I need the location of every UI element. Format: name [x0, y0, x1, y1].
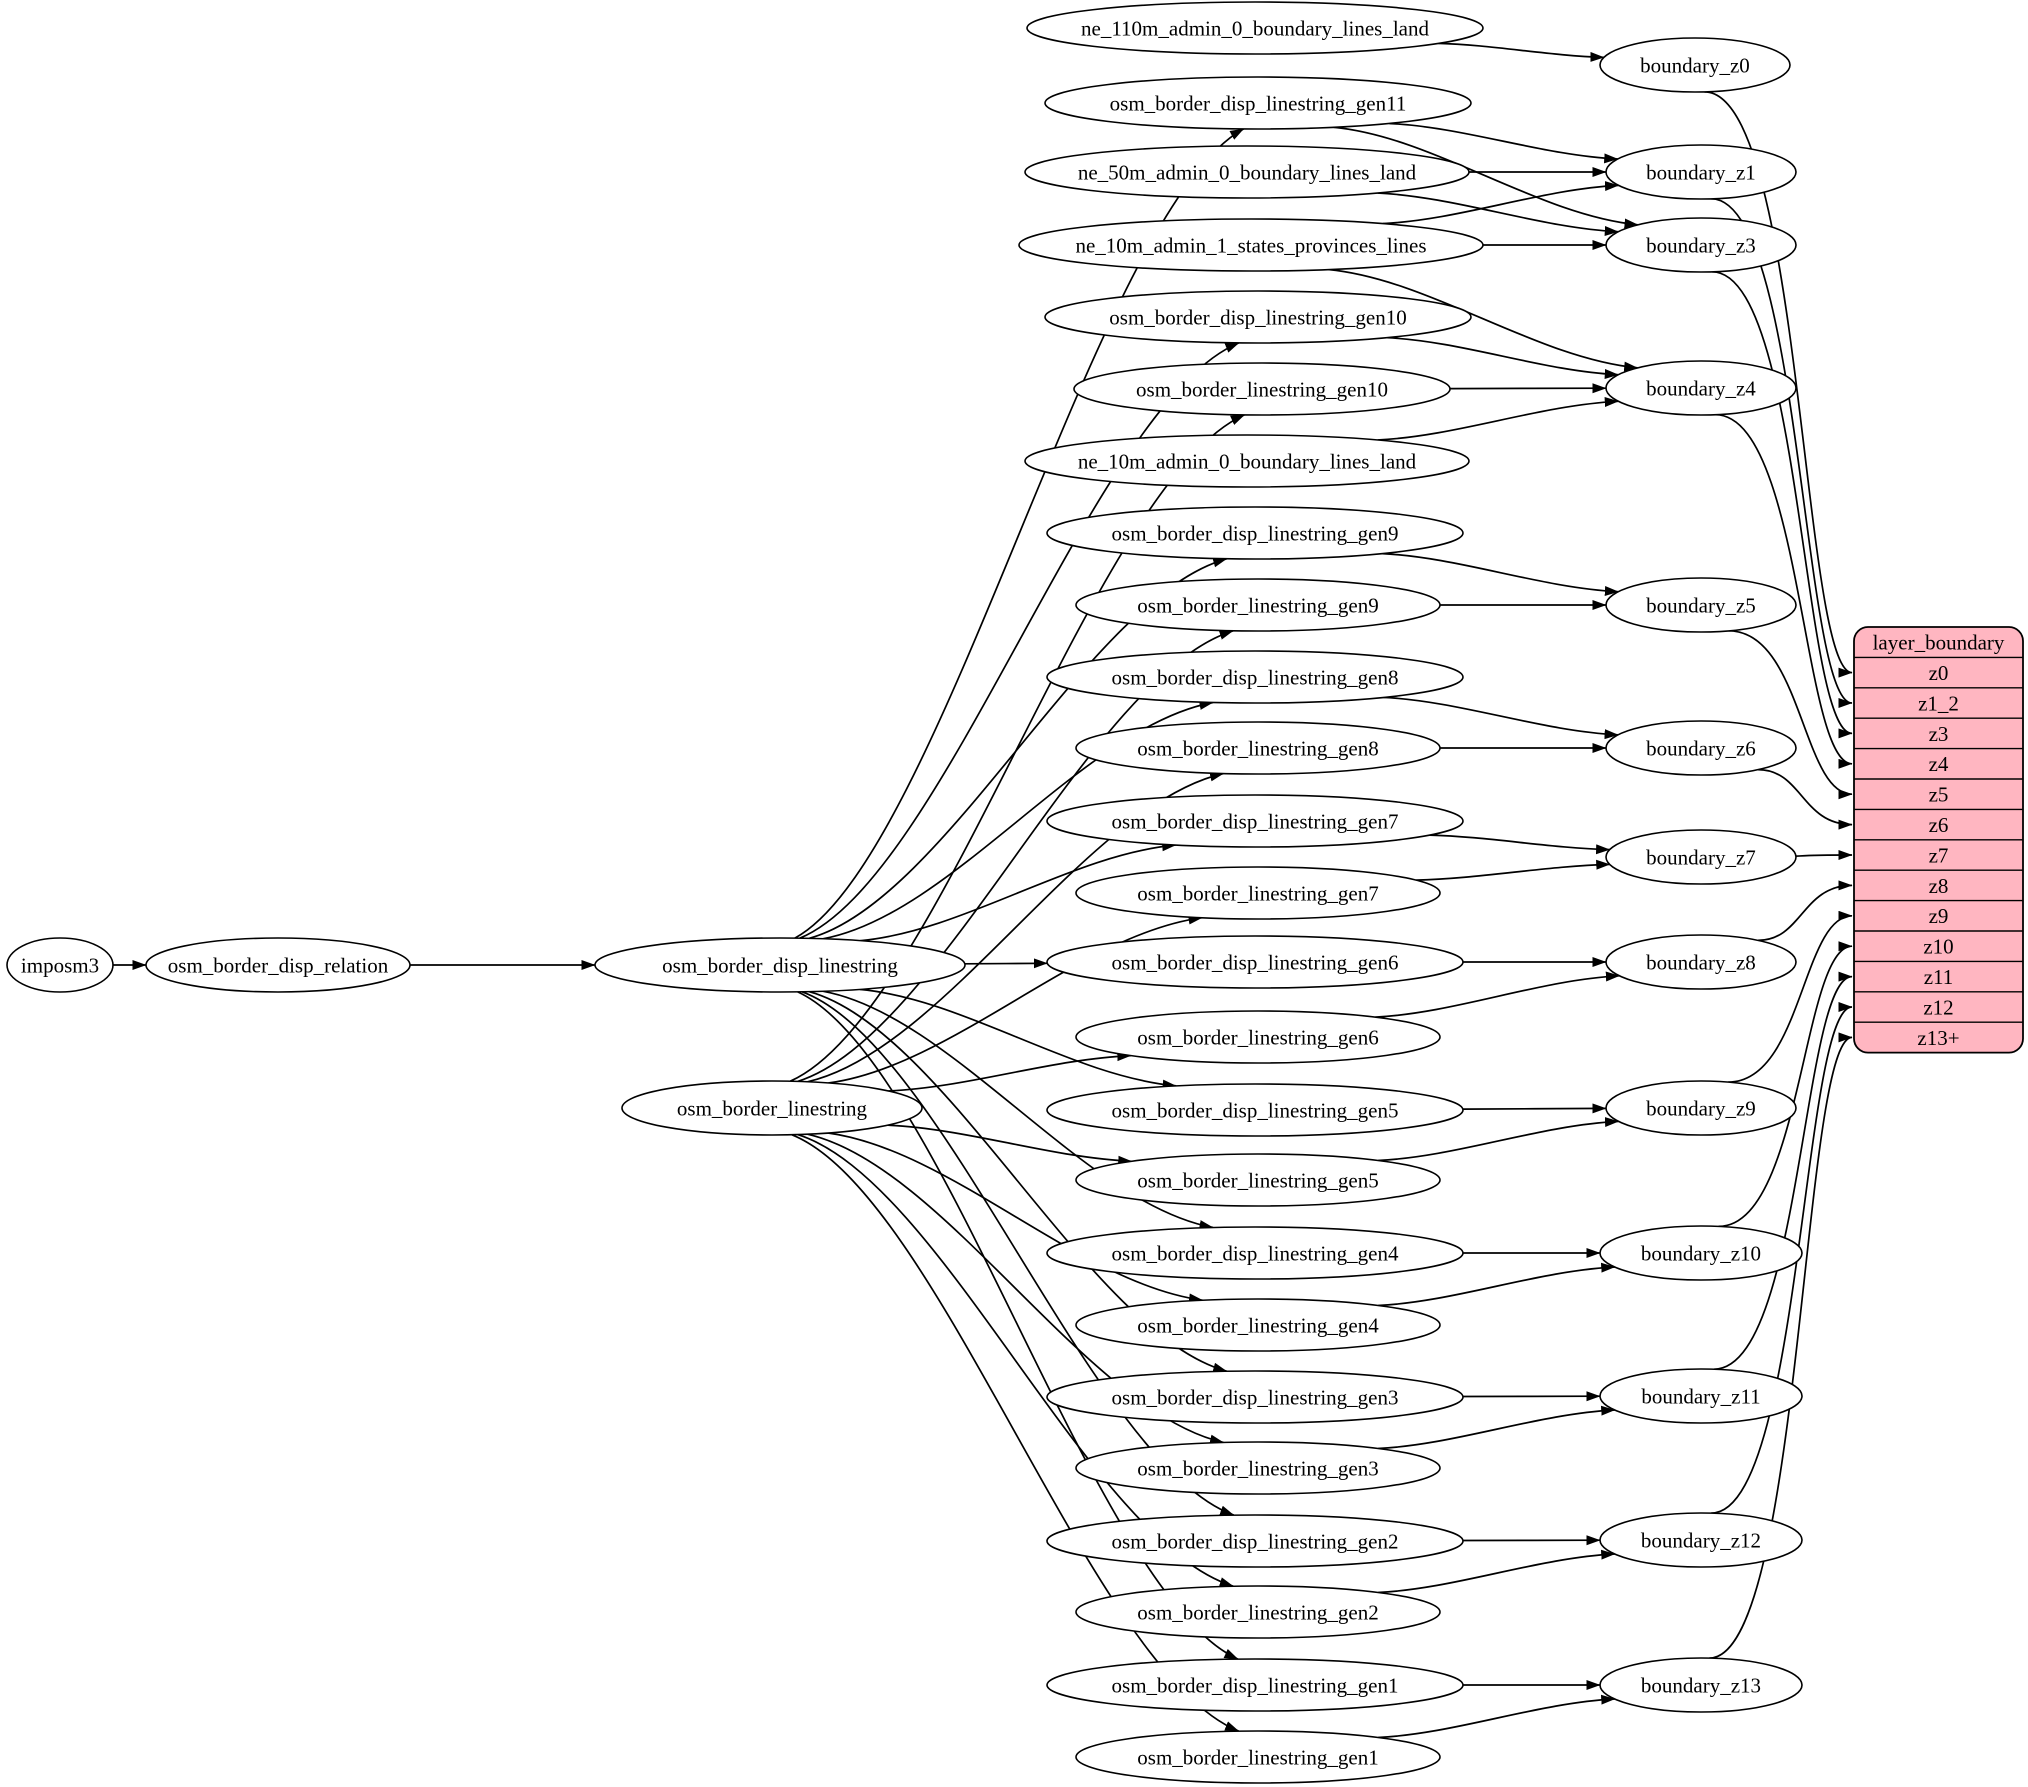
node-osm_border_disp_linestring_gen7 — [1047, 795, 1463, 847]
layer-row-z1_2: z1_2 — [1918, 691, 1959, 716]
node-osm_border_linestring — [622, 1081, 922, 1135]
node-boundary_z11 — [1600, 1369, 1802, 1423]
node-osm_border_disp_relation — [146, 938, 410, 992]
node-boundary_z6 — [1606, 721, 1796, 775]
node-label-osm_border_disp_linestring_gen10: osm_border_disp_linestring_gen10 — [1109, 305, 1407, 330]
node-imposm3 — [7, 938, 113, 992]
edge-osm_border_linestring-to-osm_border_linestring_gen1 — [792, 1135, 1239, 1731]
node-osm_border_linestring_gen2 — [1076, 1586, 1440, 1638]
node-osm_border_linestring_gen7 — [1076, 867, 1440, 919]
node-boundary_z8 — [1606, 935, 1796, 989]
node-label-boundary_z0: boundary_z0 — [1640, 53, 1750, 78]
node-label-osm_border_linestring_gen7: osm_border_linestring_gen7 — [1137, 881, 1379, 906]
edge-boundary_z7-to-layer-row-z7 — [1796, 855, 1852, 856]
layer-row-z5: z5 — [1928, 782, 1949, 807]
node-label-osm_border_disp_linestring_gen2: osm_border_disp_linestring_gen2 — [1111, 1529, 1399, 1554]
node-osm_border_disp_linestring — [595, 938, 965, 992]
node-osm_border_linestring_gen9 — [1076, 579, 1440, 631]
node-osm_border_linestring_gen8 — [1076, 722, 1440, 774]
node-label-osm_border_linestring_gen5: osm_border_linestring_gen5 — [1137, 1168, 1379, 1193]
node-label-ne_50m_admin_0_boundary_lines_land: ne_50m_admin_0_boundary_lines_land — [1077, 160, 1417, 185]
edge-osm_border_disp_linestring_gen11-to-boundary_z1 — [1389, 124, 1617, 160]
node-label-osm_border_linestring_gen3: osm_border_linestring_gen3 — [1137, 1456, 1379, 1481]
node-label-boundary_z12: boundary_z12 — [1640, 1528, 1762, 1553]
node-osm_border_disp_linestring_gen10 — [1045, 291, 1471, 343]
layer-row-z10: z10 — [1923, 934, 1954, 959]
node-osm_border_disp_linestring_gen6 — [1047, 936, 1463, 988]
node-boundary_z9 — [1606, 1081, 1796, 1135]
node-boundary_z12 — [1600, 1513, 1802, 1567]
node-osm_border_disp_linestring_gen3 — [1047, 1371, 1463, 1423]
node-label-osm_border_disp_linestring_gen4: osm_border_disp_linestring_gen4 — [1111, 1241, 1399, 1266]
edge-osm_border_linestring_gen3-to-boundary_z11 — [1378, 1410, 1615, 1449]
node-osm_border_linestring_gen10 — [1074, 363, 1450, 415]
edge-boundary_z6-to-layer-row-z6 — [1758, 770, 1852, 825]
node-label-imposm3: imposm3 — [20, 953, 100, 978]
node-boundary_z7 — [1606, 830, 1796, 884]
node-label-osm_border_disp_relation: osm_border_disp_relation — [167, 953, 389, 978]
edge-boundary_z8-to-layer-row-z8 — [1758, 885, 1852, 940]
table-layer — [1854, 627, 2023, 1053]
edge-ne_110m_admin_0_boundary_lines_land-to-boundary_z0 — [1439, 43, 1604, 57]
node-osm_border_disp_linestring_gen8 — [1047, 651, 1463, 703]
node-osm_border_disp_linestring_gen5 — [1047, 1084, 1463, 1136]
node-label-osm_border_disp_linestring_gen11: osm_border_disp_linestring_gen11 — [1109, 91, 1407, 116]
node-ne_10m_admin_1_states_provinces_lines — [1019, 219, 1483, 271]
node-osm_border_linestring_gen3 — [1076, 1442, 1440, 1494]
node-label-boundary_z6: boundary_z6 — [1646, 736, 1756, 761]
edge-ne_10m_admin_1_states_provinces_lines-to-boundary_z1 — [1383, 185, 1619, 223]
node-label-boundary_z7: boundary_z7 — [1646, 845, 1756, 870]
node-boundary_z1 — [1606, 145, 1796, 199]
layer-row-z3: z3 — [1928, 721, 1949, 746]
edge-osm_border_linestring_gen7-to-boundary_z7 — [1416, 864, 1610, 880]
edge-osm_border_disp_linestring_gen7-to-boundary_z7 — [1430, 835, 1610, 850]
node-boundary_z3 — [1606, 218, 1796, 272]
node-label-boundary_z3: boundary_z3 — [1646, 233, 1756, 258]
node-label-osm_border_linestring_gen6: osm_border_linestring_gen6 — [1137, 1025, 1379, 1050]
node-osm_border_disp_linestring_gen11 — [1045, 77, 1471, 129]
node-label-osm_border_disp_linestring_gen7: osm_border_disp_linestring_gen7 — [1111, 809, 1399, 834]
layer-row-z8: z8 — [1928, 873, 1949, 898]
node-ne_50m_admin_0_boundary_lines_land — [1025, 146, 1469, 198]
node-label-boundary_z13: boundary_z13 — [1640, 1673, 1762, 1698]
node-label-boundary_z11: boundary_z11 — [1641, 1384, 1761, 1409]
node-label-boundary_z8: boundary_z8 — [1646, 950, 1756, 975]
node-osm_border_linestring_gen1 — [1076, 1731, 1440, 1783]
node-label-osm_border_disp_linestring_gen8: osm_border_disp_linestring_gen8 — [1111, 665, 1399, 690]
node-ne_110m_admin_0_boundary_lines_land — [1027, 2, 1483, 54]
node-label-osm_border_linestring_gen4: osm_border_linestring_gen4 — [1137, 1313, 1379, 1338]
edge-osm_border_linestring_gen6-to-boundary_z8 — [1375, 976, 1619, 1017]
node-osm_border_linestring_gen4 — [1076, 1299, 1440, 1351]
node-label-osm_border_disp_linestring_gen1: osm_border_disp_linestring_gen1 — [1111, 1673, 1399, 1698]
node-osm_border_disp_linestring_gen2 — [1047, 1515, 1463, 1567]
edge-osm_border_disp_linestring-to-osm_border_disp_linestring_gen10 — [800, 343, 1239, 938]
node-label-ne_110m_admin_0_boundary_lines_land: ne_110m_admin_0_boundary_lines_land — [1081, 16, 1429, 41]
node-boundary_z10 — [1600, 1226, 1802, 1280]
node-label-osm_border_linestring_gen2: osm_border_linestring_gen2 — [1137, 1600, 1379, 1625]
node-boundary_z0 — [1600, 38, 1790, 92]
layer-row-z7: z7 — [1928, 843, 1949, 868]
table-title: layer_boundary — [1872, 630, 2005, 655]
node-boundary_z13 — [1600, 1658, 1802, 1712]
table-layer_boundary — [1854, 627, 2023, 1053]
node-label-ne_10m_admin_0_boundary_lines_land: ne_10m_admin_0_boundary_lines_land — [1077, 449, 1417, 474]
node-label-boundary_z4: boundary_z4 — [1646, 376, 1756, 401]
edges-layer — [113, 43, 1852, 1737]
node-label-osm_border_linestring_gen8: osm_border_linestring_gen8 — [1137, 736, 1379, 761]
edge-osm_border_disp_linestring_gen8-to-boundary_z6 — [1384, 697, 1619, 734]
node-osm_border_disp_linestring_gen1 — [1047, 1659, 1463, 1711]
edge-osm_border_linestring_gen4-to-boundary_z10 — [1378, 1267, 1615, 1306]
node-label-osm_border_linestring_gen10: osm_border_linestring_gen10 — [1136, 377, 1388, 402]
node-label-boundary_z1: boundary_z1 — [1646, 160, 1756, 185]
edge-osm_border_linestring_gen2-to-boundary_z12 — [1378, 1554, 1615, 1593]
node-label-boundary_z10: boundary_z10 — [1640, 1241, 1762, 1266]
edge-ne_10m_admin_0_boundary_lines_land-to-boundary_z4 — [1378, 401, 1619, 440]
node-osm_border_disp_linestring_gen9 — [1047, 507, 1463, 559]
edge-osm_border_disp_linestring_gen5-to-boundary_z9 — [1463, 1108, 1606, 1109]
node-ne_10m_admin_0_boundary_lines_land — [1025, 435, 1469, 487]
node-label-osm_border_linestring: osm_border_linestring — [676, 1096, 868, 1121]
edge-osm_border_disp_linestring-to-osm_border_disp_linestring_gen6 — [965, 963, 1048, 964]
layer-row-z6: z6 — [1928, 812, 1949, 837]
node-label-boundary_z5: boundary_z5 — [1646, 593, 1756, 618]
node-label-boundary_z9: boundary_z9 — [1646, 1096, 1756, 1121]
layer-row-z4: z4 — [1928, 752, 1949, 777]
node-label-osm_border_disp_linestring_gen9: osm_border_disp_linestring_gen9 — [1111, 521, 1399, 546]
layer-row-z12: z12 — [1923, 995, 1954, 1020]
layer-row-z13+: z13+ — [1917, 1025, 1960, 1050]
layer-row-z0: z0 — [1928, 660, 1949, 685]
node-osm_border_disp_linestring_gen4 — [1047, 1227, 1463, 1279]
node-osm_border_linestring_gen6 — [1076, 1011, 1440, 1063]
node-osm_border_linestring_gen5 — [1076, 1154, 1440, 1206]
node-label-osm_border_linestring_gen9: osm_border_linestring_gen9 — [1137, 593, 1379, 618]
edge-osm_border_linestring_gen1-to-boundary_z13 — [1378, 1699, 1615, 1738]
node-label-osm_border_linestring_gen1: osm_border_linestring_gen1 — [1137, 1745, 1379, 1770]
node-label-ne_10m_admin_1_states_provinces_lines: ne_10m_admin_1_states_provinces_lines — [1075, 233, 1427, 258]
layer-row-z11: z11 — [1923, 964, 1954, 989]
node-boundary_z5 — [1606, 578, 1796, 632]
nodes-layer — [7, 2, 1802, 1783]
node-boundary_z4 — [1606, 361, 1796, 415]
node-label-osm_border_disp_linestring_gen5: osm_border_disp_linestring_gen5 — [1111, 1098, 1399, 1123]
node-label-osm_border_disp_linestring_gen6: osm_border_disp_linestring_gen6 — [1111, 950, 1399, 975]
node-label-osm_border_disp_linestring_gen3: osm_border_disp_linestring_gen3 — [1111, 1385, 1399, 1410]
node-label-osm_border_disp_linestring: osm_border_disp_linestring — [662, 953, 898, 978]
layer-row-z9: z9 — [1928, 904, 1949, 929]
edge-osm_border_disp_linestring_gen9-to-boundary_z5 — [1382, 554, 1618, 592]
